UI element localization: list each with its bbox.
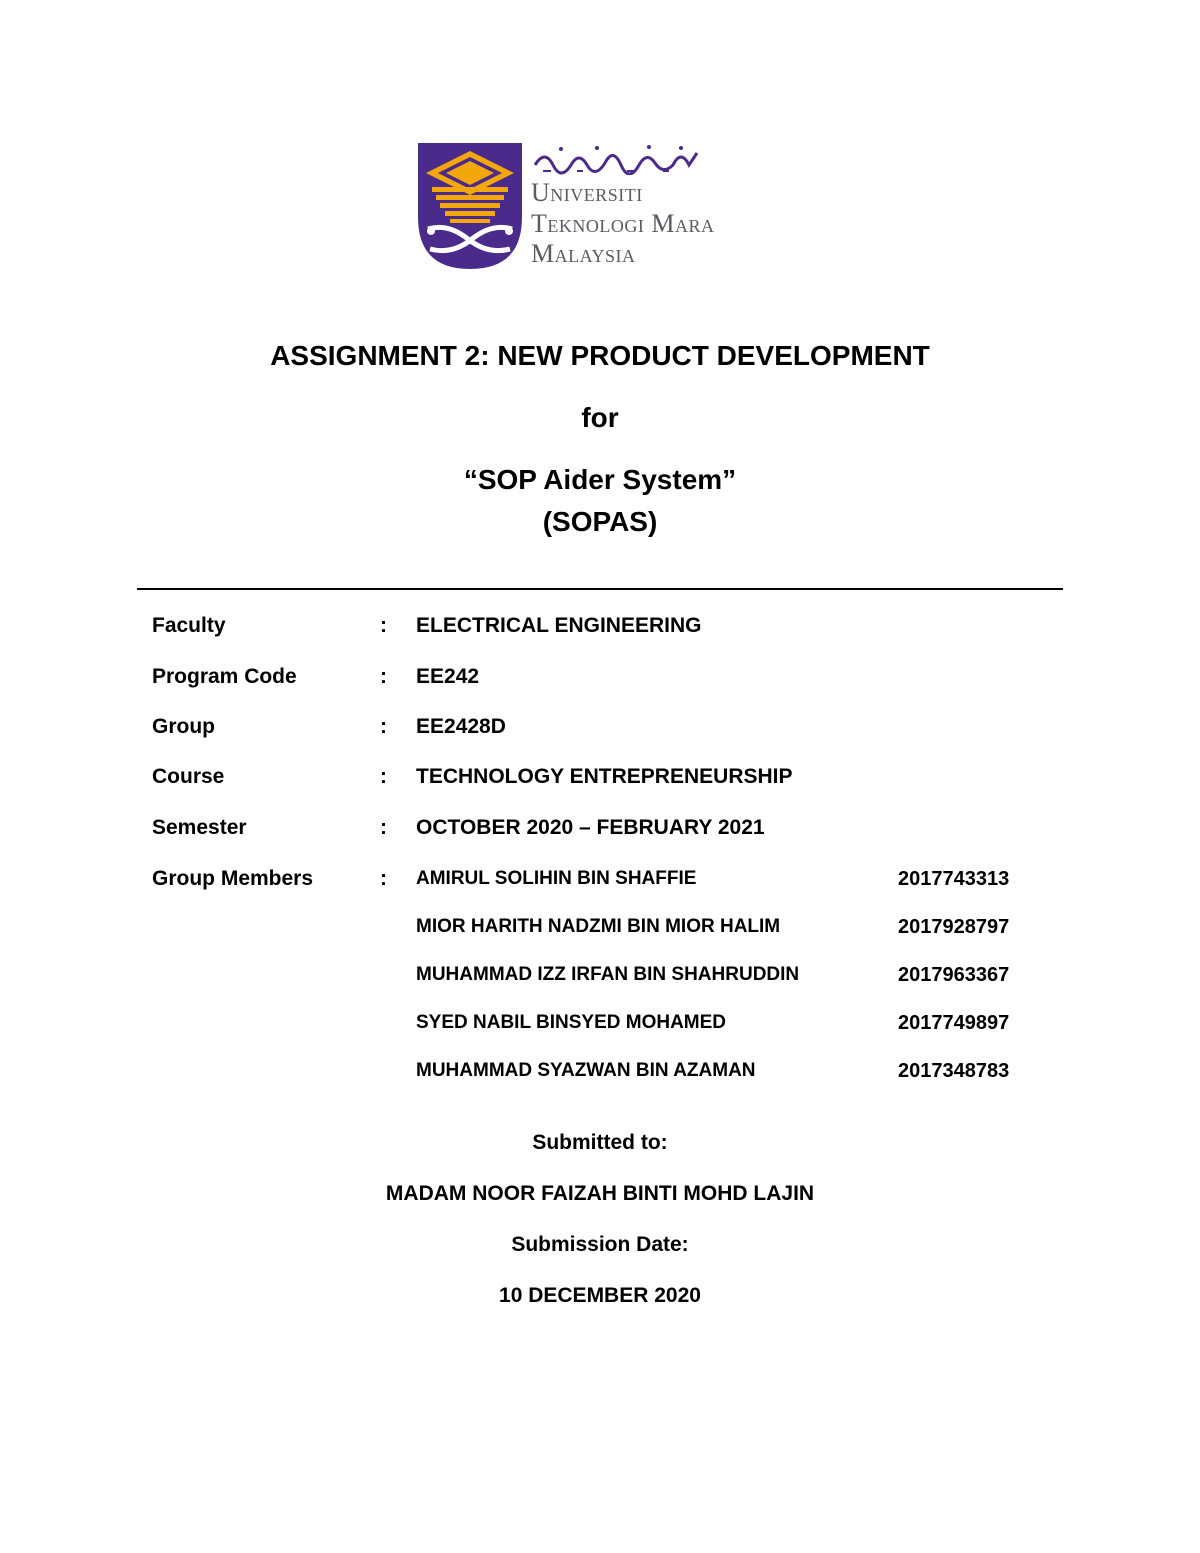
member-id: 2017928797	[898, 916, 1010, 938]
member-id: 2017963367	[898, 964, 1010, 986]
member-row	[0, 1060, 1200, 1088]
info-label: Group Members	[152, 867, 314, 890]
member-name: AMIRUL SOLIHIN BIN SHAFFIE	[416, 868, 697, 889]
info-value: EE2428D	[416, 715, 506, 738]
member-id: 2017743313	[898, 868, 1010, 890]
info-colon: :	[380, 715, 387, 738]
info-label: Program Code	[152, 665, 297, 688]
logo-text-line1: Universiti	[531, 178, 643, 207]
product-abbreviation: (SOPAS)	[542, 506, 658, 537]
info-colon: :	[380, 665, 387, 688]
submission-date: 10 DECEMBER 2020	[499, 1284, 701, 1307]
info-value: OCTOBER 2020 – FEBRUARY 2021	[416, 816, 765, 839]
uitm-crest-icon	[418, 143, 522, 269]
member-row	[0, 868, 1200, 896]
info-colon: :	[380, 614, 387, 637]
member-row	[0, 1012, 1200, 1040]
info-row-faculty	[0, 614, 1200, 644]
member-name: SYED NABIL BINSYED MOHAMED	[416, 1012, 727, 1033]
logo-text-line3: Malaysia	[531, 239, 636, 268]
lecturer-name: MADAM NOOR FAIZAH BINTI MOHD LAJIN	[385, 1182, 815, 1205]
jawi-script-icon	[531, 143, 701, 175]
info-row-course	[0, 765, 1200, 795]
info-value: TECHNOLOGY ENTREPRENEURSHIP	[416, 765, 793, 788]
for-label: for	[581, 402, 619, 433]
uitm-logo	[418, 143, 788, 271]
info-colon: :	[380, 765, 387, 788]
member-name: MUHAMMAD SYAZWAN BIN AZAMAN	[416, 1060, 756, 1081]
member-row	[0, 964, 1200, 992]
logo-text-line2: Teknologi Mara	[531, 209, 715, 238]
info-colon: :	[380, 867, 387, 890]
member-name: MUHAMMAD IZZ IRFAN BIN SHAHRUDDIN	[416, 964, 800, 985]
info-row-group	[0, 715, 1200, 745]
submitted-to-label: Submitted to:	[532, 1131, 668, 1154]
info-row-program-code	[0, 665, 1200, 695]
info-value: EE242	[416, 665, 480, 688]
logo-jawi-wordmark	[531, 143, 701, 175]
submission-date-label: Submission Date:	[511, 1233, 689, 1256]
info-label: Course	[152, 765, 225, 788]
info-label: Group	[152, 715, 215, 738]
info-row-semester	[0, 816, 1200, 846]
member-row	[0, 916, 1200, 944]
member-id: 2017749897	[898, 1012, 1010, 1034]
info-value: ELECTRICAL ENGINEERING	[416, 614, 702, 637]
member-name: MIOR HARITH NADZMI BIN MIOR HALIM	[416, 916, 781, 937]
member-id: 2017348783	[898, 1060, 1010, 1082]
divider-line	[137, 588, 1063, 590]
info-label: Semester	[152, 816, 247, 839]
info-colon: :	[380, 816, 387, 839]
document-title: ASSIGNMENT 2: NEW PRODUCT DEVELOPMENT	[270, 340, 930, 371]
info-label: Faculty	[152, 614, 226, 637]
product-name: “SOP Aider System”	[463, 464, 737, 495]
